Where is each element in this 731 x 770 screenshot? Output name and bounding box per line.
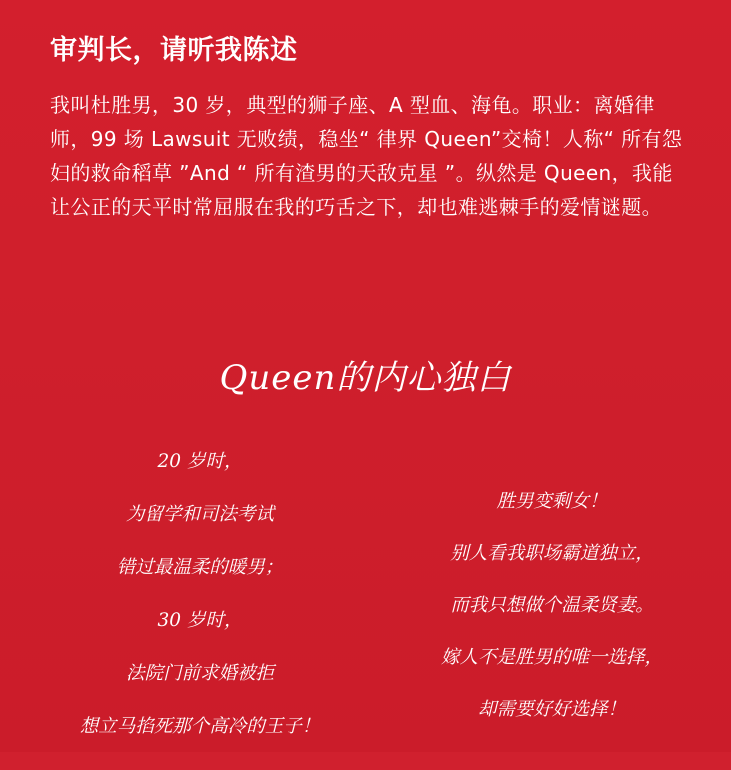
left-line: 错过最温柔的暖男； [116, 557, 284, 578]
left-line: 30 岁时， [157, 610, 243, 631]
right-line: 别人看我职场霸道独立， [450, 543, 654, 564]
right-line: 嫁人不是胜男的唯一选择， [440, 647, 663, 668]
intro-paragraph: 我叫杜胜男，30 岁，典型的狮子座、A 型血、海龟。职业：离婚律师，99 场 Lawsuit 无败绩，稳坐“ 律界 Queen”交椅！人称“ 所有怨妇的救命稻草 ”And “ 所有渣男的天敌克星 ”。纵然是 Queen，我能让公正的天平时常屈服在我的巧舌之下，却也难逃棘手的爱情谜题。 [50, 93, 683, 219]
right-line: 胜男变剩女！ [496, 491, 608, 512]
page-title: 审判长，请听我陈述 [50, 35, 298, 66]
right-line: 却需要好好选择！ [477, 699, 626, 720]
left-line: 法院门前求婚被拒 [125, 663, 274, 684]
left-line: 20 岁时， [157, 451, 243, 472]
right-line: 而我只想做个温柔贤妻。 [450, 595, 654, 616]
left-line: 为留学和司法考试 [125, 504, 274, 525]
left-line: 想立马掐死那个高冷的王子！ [79, 716, 321, 737]
monologue-heading: Queen的内心独白 [219, 358, 512, 398]
left-monologue-column [40, 452, 360, 770]
right-monologue-column [402, 492, 702, 752]
